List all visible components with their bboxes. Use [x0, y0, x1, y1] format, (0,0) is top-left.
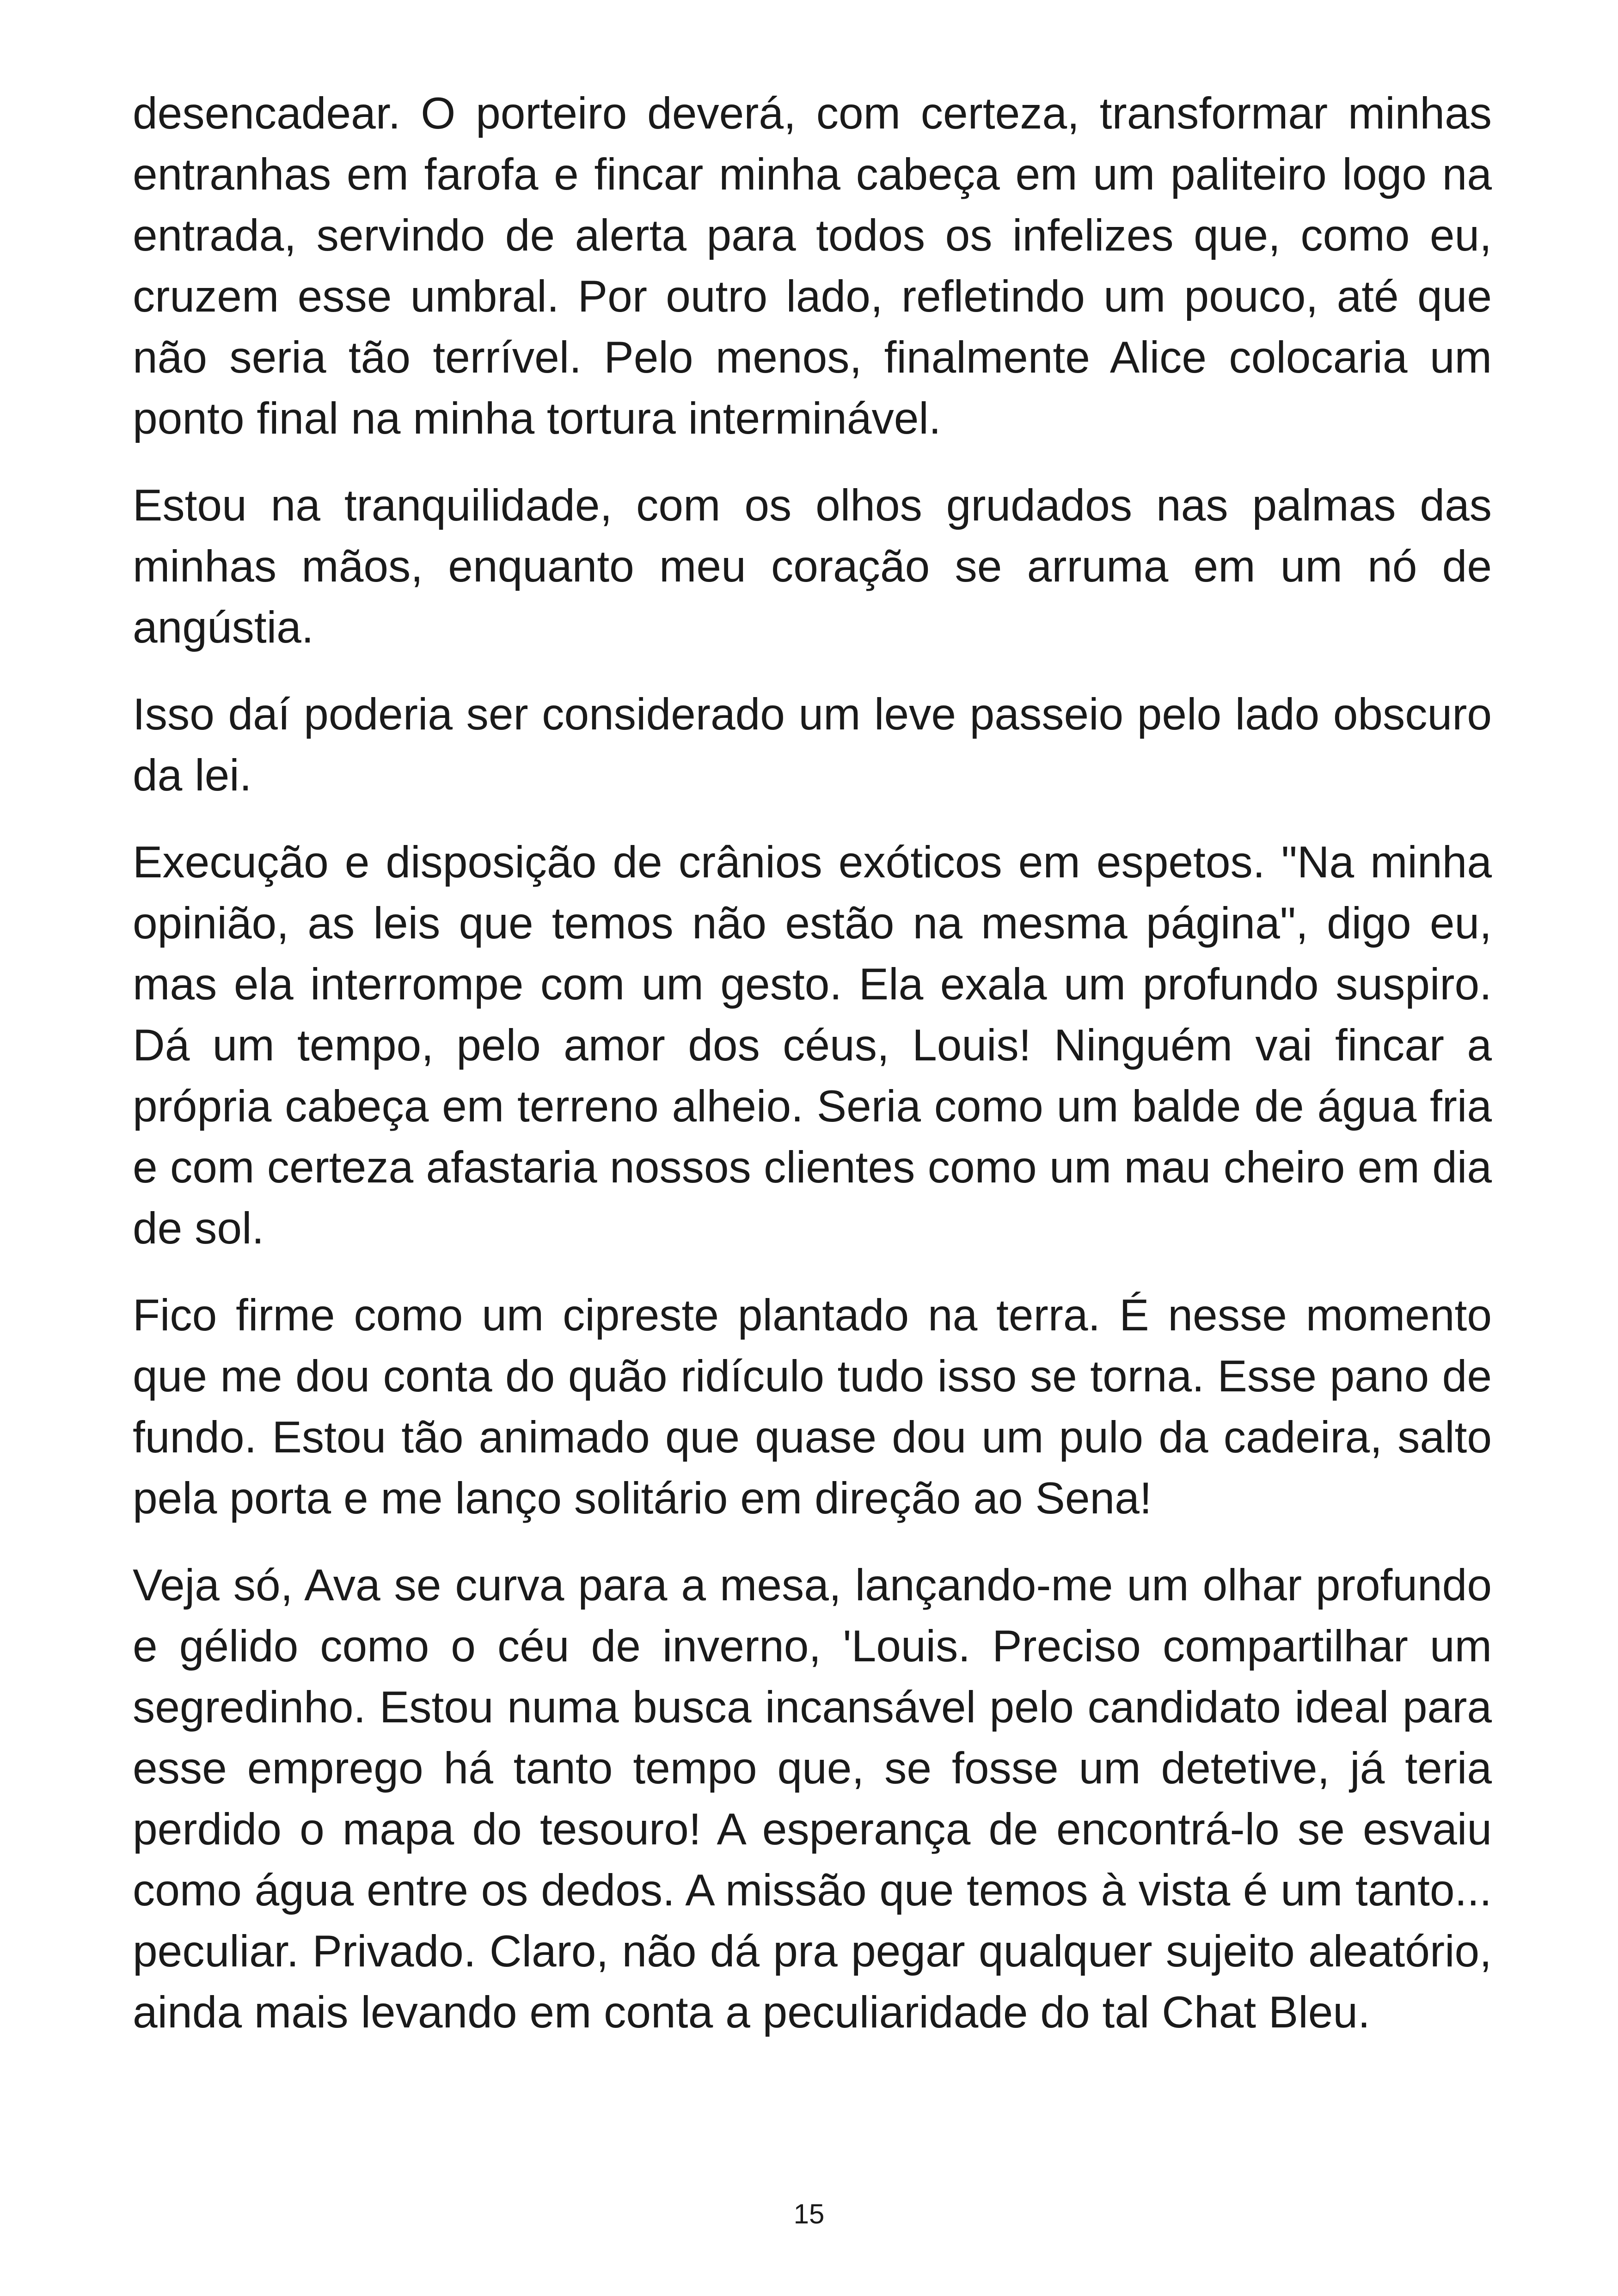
page-number: 15 [793, 2198, 825, 2229]
paragraph: desencadear. O porteiro deverá, com certeza, transformar minhas entranhas em farofa e fincar minha cabeça em um paliteiro logo na entrada, servindo de alerta para todos os infelizes que, como eu, cruzem esse umbral. Por outro lado, refletindo um pouco, até que não seria tão terrível. Pelo menos, finalmente Alice colocaria um ponto final na minha tortura interminável. [133, 89, 1492, 443]
page-body [133, 83, 1492, 2069]
paragraph: Isso daí poderia ser considerado um leve passeio pelo lado obscuro da lei. [133, 690, 1492, 800]
paragraph: Estou na tranquilidade, com os olhos grudados nas palmas das minhas mãos, enquanto meu coração se arruma em um nó de angústia. [133, 481, 1492, 652]
paragraph: Execução e disposição de crânios exóticos em espetos. "Na minha opinião, as leis que temos não estão na mesma página", digo eu, mas ela interrompe com um gesto. Ela exala um profundo suspiro. Dá um tempo, pelo amor dos céus, Louis! Ninguém vai fincar a própria cabeça em terreno alheio. Seria como um balde de água fria e com certeza afastaria nossos clientes como um mau cheiro em dia de sol. [133, 838, 1492, 1253]
paragraph: Fico firme como um cipreste plantado na terra. É nesse momento que me dou conta do quão ridículo tudo isso se torna. Esse pano de fundo. Estou tão animado que quase dou um pulo da cadeira, salto pela porta e me lanço solitário em direção ao Sena! [133, 1291, 1492, 1523]
paragraph: Veja só, Ava se curva para a mesa, lançando-me um olhar profundo e gélido como o céu de inverno, 'Louis. Preciso compartilhar um segredinho. Estou numa busca incansável pelo candidato ideal para esse emprego há tanto tempo que, se fosse um detetive, já teria perdido o mapa do tesouro! A esperança de encontrá-lo se esvaiu como água entre os dedos. A missão que temos à vista é um tanto... peculiar. Privado. Claro, não dá pra pegar qualquer sujeito aleatório, ainda mais levando em conta a peculiaridade do tal Chat Bleu. [133, 1561, 1492, 2037]
